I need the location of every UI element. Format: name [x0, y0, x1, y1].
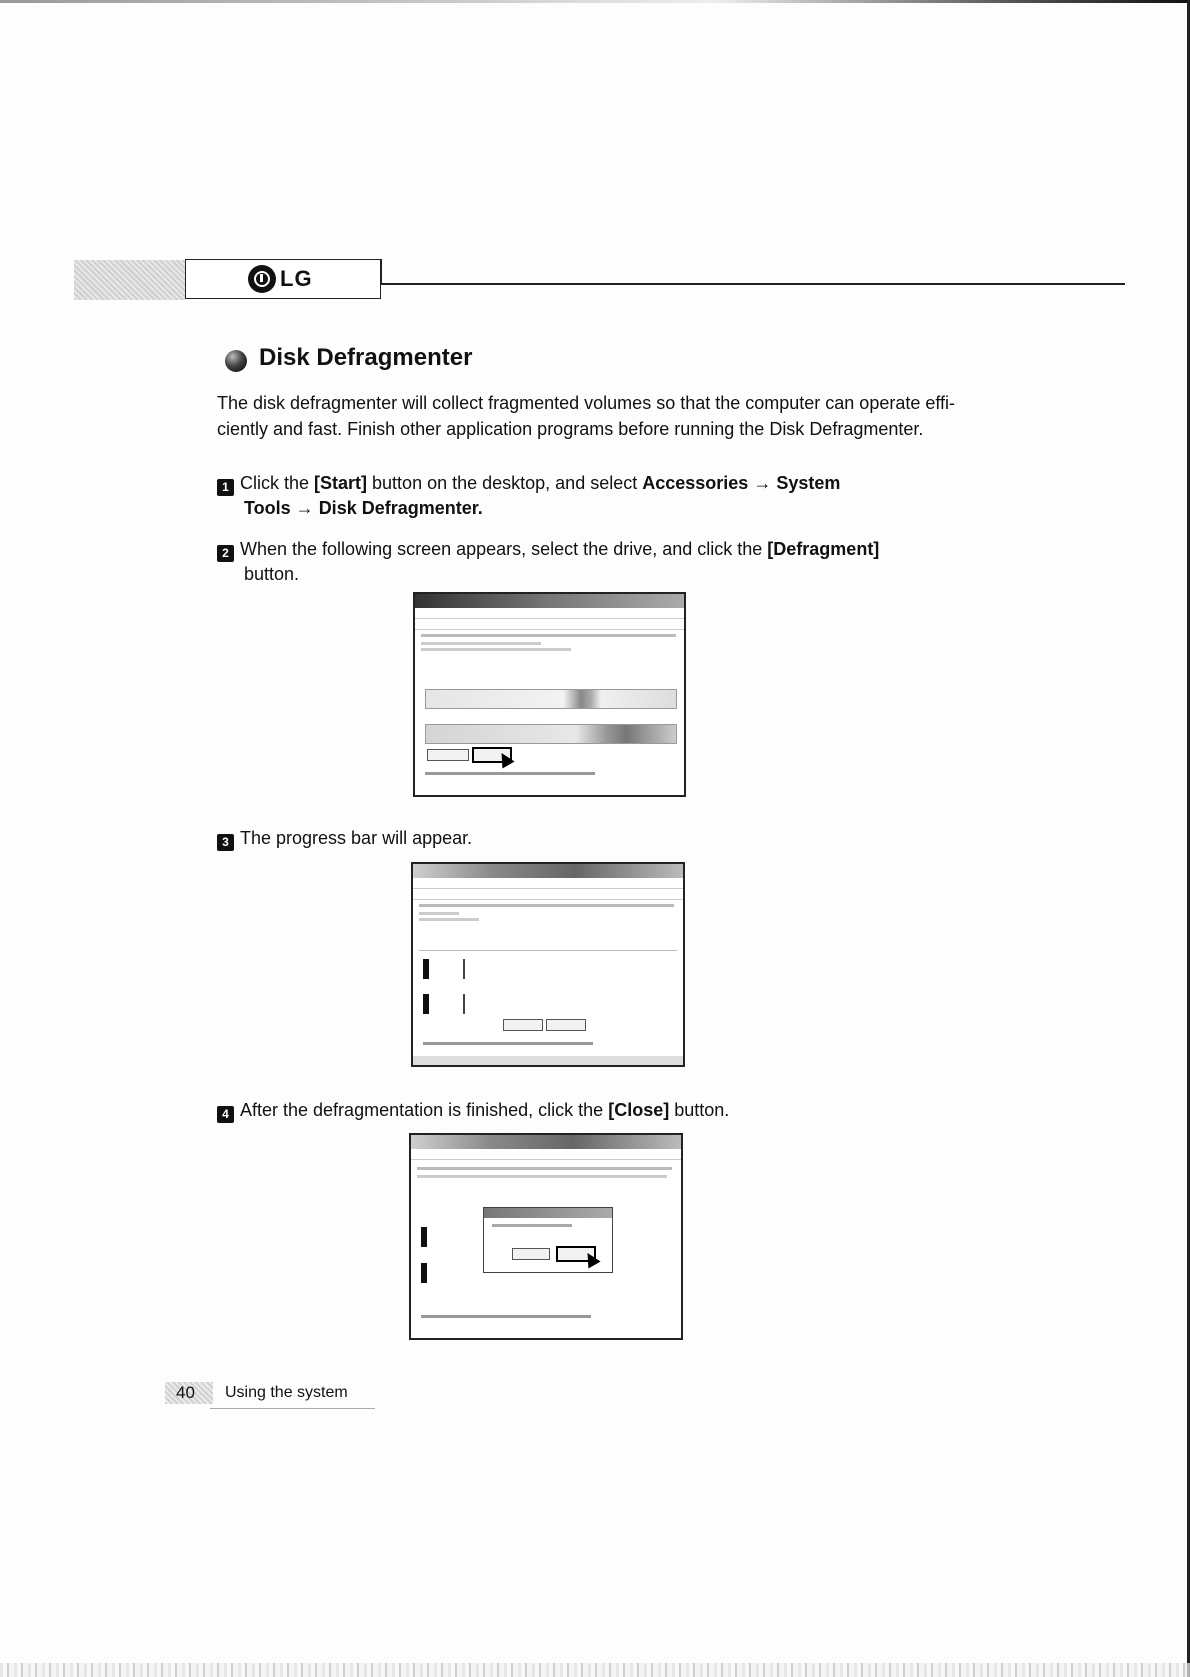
intro-paragraph [217, 390, 1017, 442]
volume-row [421, 648, 571, 651]
arrow-right-icon: → [748, 473, 777, 493]
header-divider [380, 259, 382, 285]
close-label: [Close] [608, 1100, 670, 1120]
step-1-text-b: button on the desktop, and select [367, 473, 643, 493]
step-4-text-b: button. [669, 1100, 730, 1120]
dialog-titlebar [484, 1208, 612, 1218]
window-toolbar [415, 619, 684, 630]
step-1-text-a: Click the [240, 473, 315, 493]
accessories-label: Accessories [642, 473, 749, 493]
window-menubar [411, 1149, 681, 1160]
intro-line-2: ciently and fast. Finish other application programs before running the Disk Defragmenter. [217, 419, 924, 439]
section-title: Disk Defragmenter [259, 344, 473, 371]
scan-edge-top [0, 0, 1190, 3]
screenshot-progress-window [411, 862, 685, 1067]
stop-button[interactable] [546, 1019, 586, 1031]
volume-list-header [421, 634, 676, 637]
completion-dialog [483, 1207, 613, 1273]
intro-line-1: The disk defragmenter will collect fragmented volumes so that the computer can operate effi- [217, 393, 956, 413]
window-titlebar [415, 594, 684, 608]
defragment-label: [Defragment] [767, 539, 880, 559]
window-titlebar [411, 1135, 681, 1149]
view-report-button[interactable] [512, 1248, 550, 1260]
screenshot-defragmenter-window [413, 592, 686, 797]
volume-list-header [419, 904, 674, 907]
step-number-badge: 4 [217, 1106, 234, 1123]
step-2-text-b: button. [244, 564, 300, 584]
step-3 [217, 826, 977, 851]
window-menubar [413, 878, 683, 889]
system-label: System [776, 473, 841, 493]
usage-before-bar [425, 689, 677, 709]
step-number-badge: 2 [217, 545, 234, 562]
step-4 [217, 1098, 977, 1123]
footer-section-label: Using the system [225, 1384, 348, 1401]
usage-after-bar [425, 724, 677, 744]
divider [419, 950, 677, 951]
progress-after-tick [463, 994, 465, 1014]
screenshot-completion-window [409, 1133, 683, 1340]
sphere-bullet-icon [225, 350, 247, 372]
analyze-button[interactable] [427, 749, 469, 761]
step-number-badge: 1 [217, 479, 234, 496]
page-number: 40 [176, 1383, 195, 1402]
dialog-message [492, 1224, 572, 1227]
progress-before-marker [421, 1227, 427, 1247]
brand-logo [248, 265, 313, 293]
scan-edge-bottom [0, 1663, 1190, 1677]
volume-row [419, 918, 479, 921]
legend-row [423, 1042, 593, 1045]
status-bar [413, 1056, 683, 1065]
step-3-text: The progress bar will appear. [240, 828, 473, 848]
volume-row [417, 1175, 667, 1178]
step-2 [217, 537, 977, 586]
start-label: [Start] [314, 473, 368, 493]
legend-row [425, 772, 595, 775]
window-titlebar [413, 864, 683, 878]
progress-after-marker [423, 994, 429, 1014]
pause-button[interactable] [503, 1019, 543, 1031]
brand-name: LG [280, 266, 313, 291]
step-1 [217, 471, 977, 520]
window-toolbar [413, 889, 683, 900]
footer-underline [210, 1408, 375, 1409]
progress-before-marker [423, 959, 429, 979]
lg-face-icon [248, 265, 276, 293]
header-tint [74, 260, 186, 300]
step-number-badge: 3 [217, 834, 234, 851]
disk-defragmenter-label: Disk Defragmenter. [318, 498, 483, 518]
progress-after-marker [421, 1263, 427, 1283]
volume-row [421, 642, 541, 645]
step-4-text-a: After the defragmentation is finished, click the [240, 1100, 609, 1120]
header-rule [381, 283, 1125, 285]
progress-before-tick [463, 959, 465, 979]
tools-label: Tools [244, 498, 291, 518]
legend-row [421, 1315, 591, 1318]
volume-row [419, 912, 459, 915]
arrow-right-icon: → [290, 498, 319, 518]
window-menubar [415, 608, 684, 619]
volume-list-header [417, 1167, 672, 1170]
step-2-text-a: When the following screen appears, select the drive, and click the [240, 539, 768, 559]
